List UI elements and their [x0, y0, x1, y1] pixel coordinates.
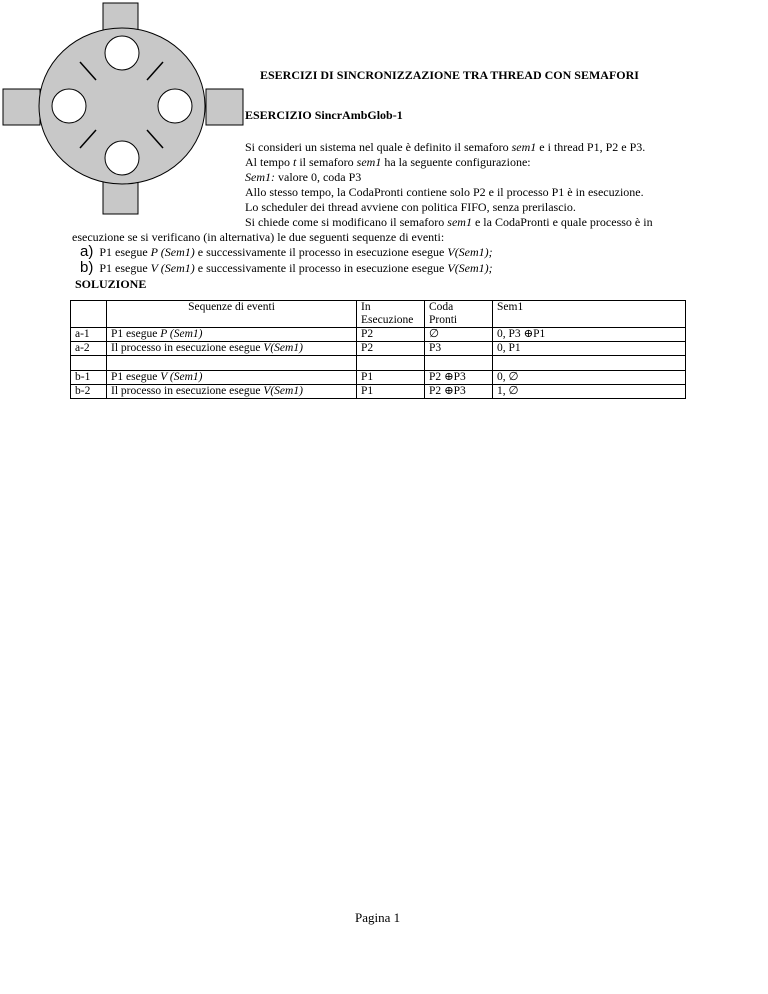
text-em: sem1	[511, 140, 537, 154]
square-left	[3, 89, 40, 125]
text-span: Si chiede come si modificano il semaforo	[245, 215, 448, 229]
row-sequence	[107, 342, 357, 356]
header-ready-1: Coda	[429, 301, 454, 313]
text-em: P (Sem1)	[160, 328, 203, 340]
page-number: 1	[393, 910, 401, 925]
text-span: e successivamente il processo in esecuzione esegue	[194, 261, 448, 275]
table-spacer-row	[71, 356, 686, 371]
header-running-2: Esecuzione	[361, 314, 414, 326]
table-row	[71, 328, 686, 342]
description-line-7: esecuzione se si verificano (in alternativa) le due seguenti sequenze di eventi:	[72, 230, 445, 244]
square-bottom	[103, 180, 138, 214]
row-running: P1	[357, 371, 425, 385]
text-span: e successivamente il processo in esecuzione esegue	[194, 245, 448, 259]
row-running: P2	[357, 328, 425, 342]
header-running-1: In	[361, 301, 371, 313]
text-span: ha la seguente configurazione:	[381, 155, 531, 169]
event-item-a	[80, 244, 493, 260]
text-span: Al tempo	[245, 155, 293, 169]
plate-left	[52, 89, 86, 123]
philosophers-diagram	[0, 0, 260, 230]
row-sequence	[107, 371, 357, 385]
solution-heading: SOLUZIONE	[75, 277, 147, 291]
row-sequence	[107, 328, 357, 342]
list-label: b)	[80, 259, 94, 276]
text-em: V(Sem1)	[263, 385, 303, 397]
text-span: e la CodaPronti e quale processo è in	[471, 215, 653, 229]
text-em: V(Sem1);	[447, 245, 493, 259]
text-span: Il processo in esecuzione esegue	[111, 342, 264, 354]
text-span: Il processo in esecuzione esegue	[111, 385, 264, 397]
description-line-6	[245, 215, 653, 229]
header-ready	[425, 301, 493, 328]
text-span: P1 esegue	[99, 261, 151, 275]
description-line-2	[245, 155, 531, 169]
row-sem: 1, ∅	[493, 385, 686, 399]
row-ready: P2 ⊕P3	[425, 371, 493, 385]
row-sem: 0, ∅	[493, 371, 686, 385]
spacer-cell	[71, 356, 107, 371]
description-line-4: Allo stesso tempo, la CodaPronti contiene solo P2 e il processo P1 è in esecuzione.	[245, 185, 644, 199]
solution-table	[70, 300, 686, 399]
event-item-b	[80, 260, 493, 276]
text-em: V(Sem1)	[263, 342, 303, 354]
table-row	[71, 371, 686, 385]
header-sem: Sem1	[493, 301, 686, 328]
header-ready-2: Pronti	[429, 314, 458, 326]
text-em: sem1	[356, 155, 382, 169]
page-title: ESERCIZI DI SINCRONIZZAZIONE TRA THREAD CON SEMAFORI	[260, 68, 639, 82]
row-running: P1	[357, 385, 425, 399]
text-em: P (Sem1)	[150, 245, 195, 259]
table-row	[71, 385, 686, 399]
row-sem: 0, P1	[493, 342, 686, 356]
text-em: sem1	[447, 215, 472, 229]
description-line-1	[245, 140, 645, 154]
square-right	[206, 89, 243, 125]
table-header-row	[71, 301, 686, 328]
text-em: V (Sem1)	[160, 371, 203, 383]
row-id: a-2	[71, 342, 107, 356]
text-span: il semaforo	[296, 155, 357, 169]
row-sem: 0, P3 ⊕P1	[493, 328, 686, 342]
plate-top	[105, 36, 139, 70]
plate-right	[158, 89, 192, 123]
list-label: a)	[80, 243, 94, 260]
page-footer	[355, 910, 400, 926]
spacer-cell	[425, 356, 493, 371]
header-running	[357, 301, 425, 328]
row-sequence	[107, 385, 357, 399]
row-ready: P2 ⊕P3	[425, 385, 493, 399]
row-ready: P3	[425, 342, 493, 356]
header-id	[71, 301, 107, 328]
page-label: Pagina	[355, 910, 394, 925]
spacer-cell	[493, 356, 686, 371]
text-em: V (Sem1)	[150, 261, 195, 275]
text-em: t	[293, 155, 297, 169]
plate-bottom	[105, 141, 139, 175]
exercise-title: ESERCIZIO SincrAmbGlob-1	[245, 108, 403, 122]
row-ready: ∅	[425, 328, 493, 342]
header-sequence: Sequenze di eventi	[107, 301, 357, 328]
row-id: a-1	[71, 328, 107, 342]
text-span: P1 esegue	[99, 245, 151, 259]
text-span: P1 esegue	[111, 371, 161, 383]
spacer-cell	[107, 356, 357, 371]
row-id: b-1	[71, 371, 107, 385]
text-span: P1 esegue	[111, 328, 161, 340]
table-row	[71, 342, 686, 356]
row-id: b-2	[71, 385, 107, 399]
text-span: valore 0, coda P3	[275, 170, 362, 184]
text-span: e i thread P1, P2 e P3.	[536, 140, 646, 154]
row-running: P2	[357, 342, 425, 356]
text-span: Si consideri un sistema nel quale è definito il semaforo	[245, 140, 512, 154]
text-em: Sem1:	[245, 170, 275, 184]
description-line-3	[245, 170, 361, 184]
description-line-5: Lo scheduler dei thread avviene con politica FIFO, senza prerilascio.	[245, 200, 576, 214]
text-em: V(Sem1);	[447, 261, 493, 275]
spacer-cell	[357, 356, 425, 371]
